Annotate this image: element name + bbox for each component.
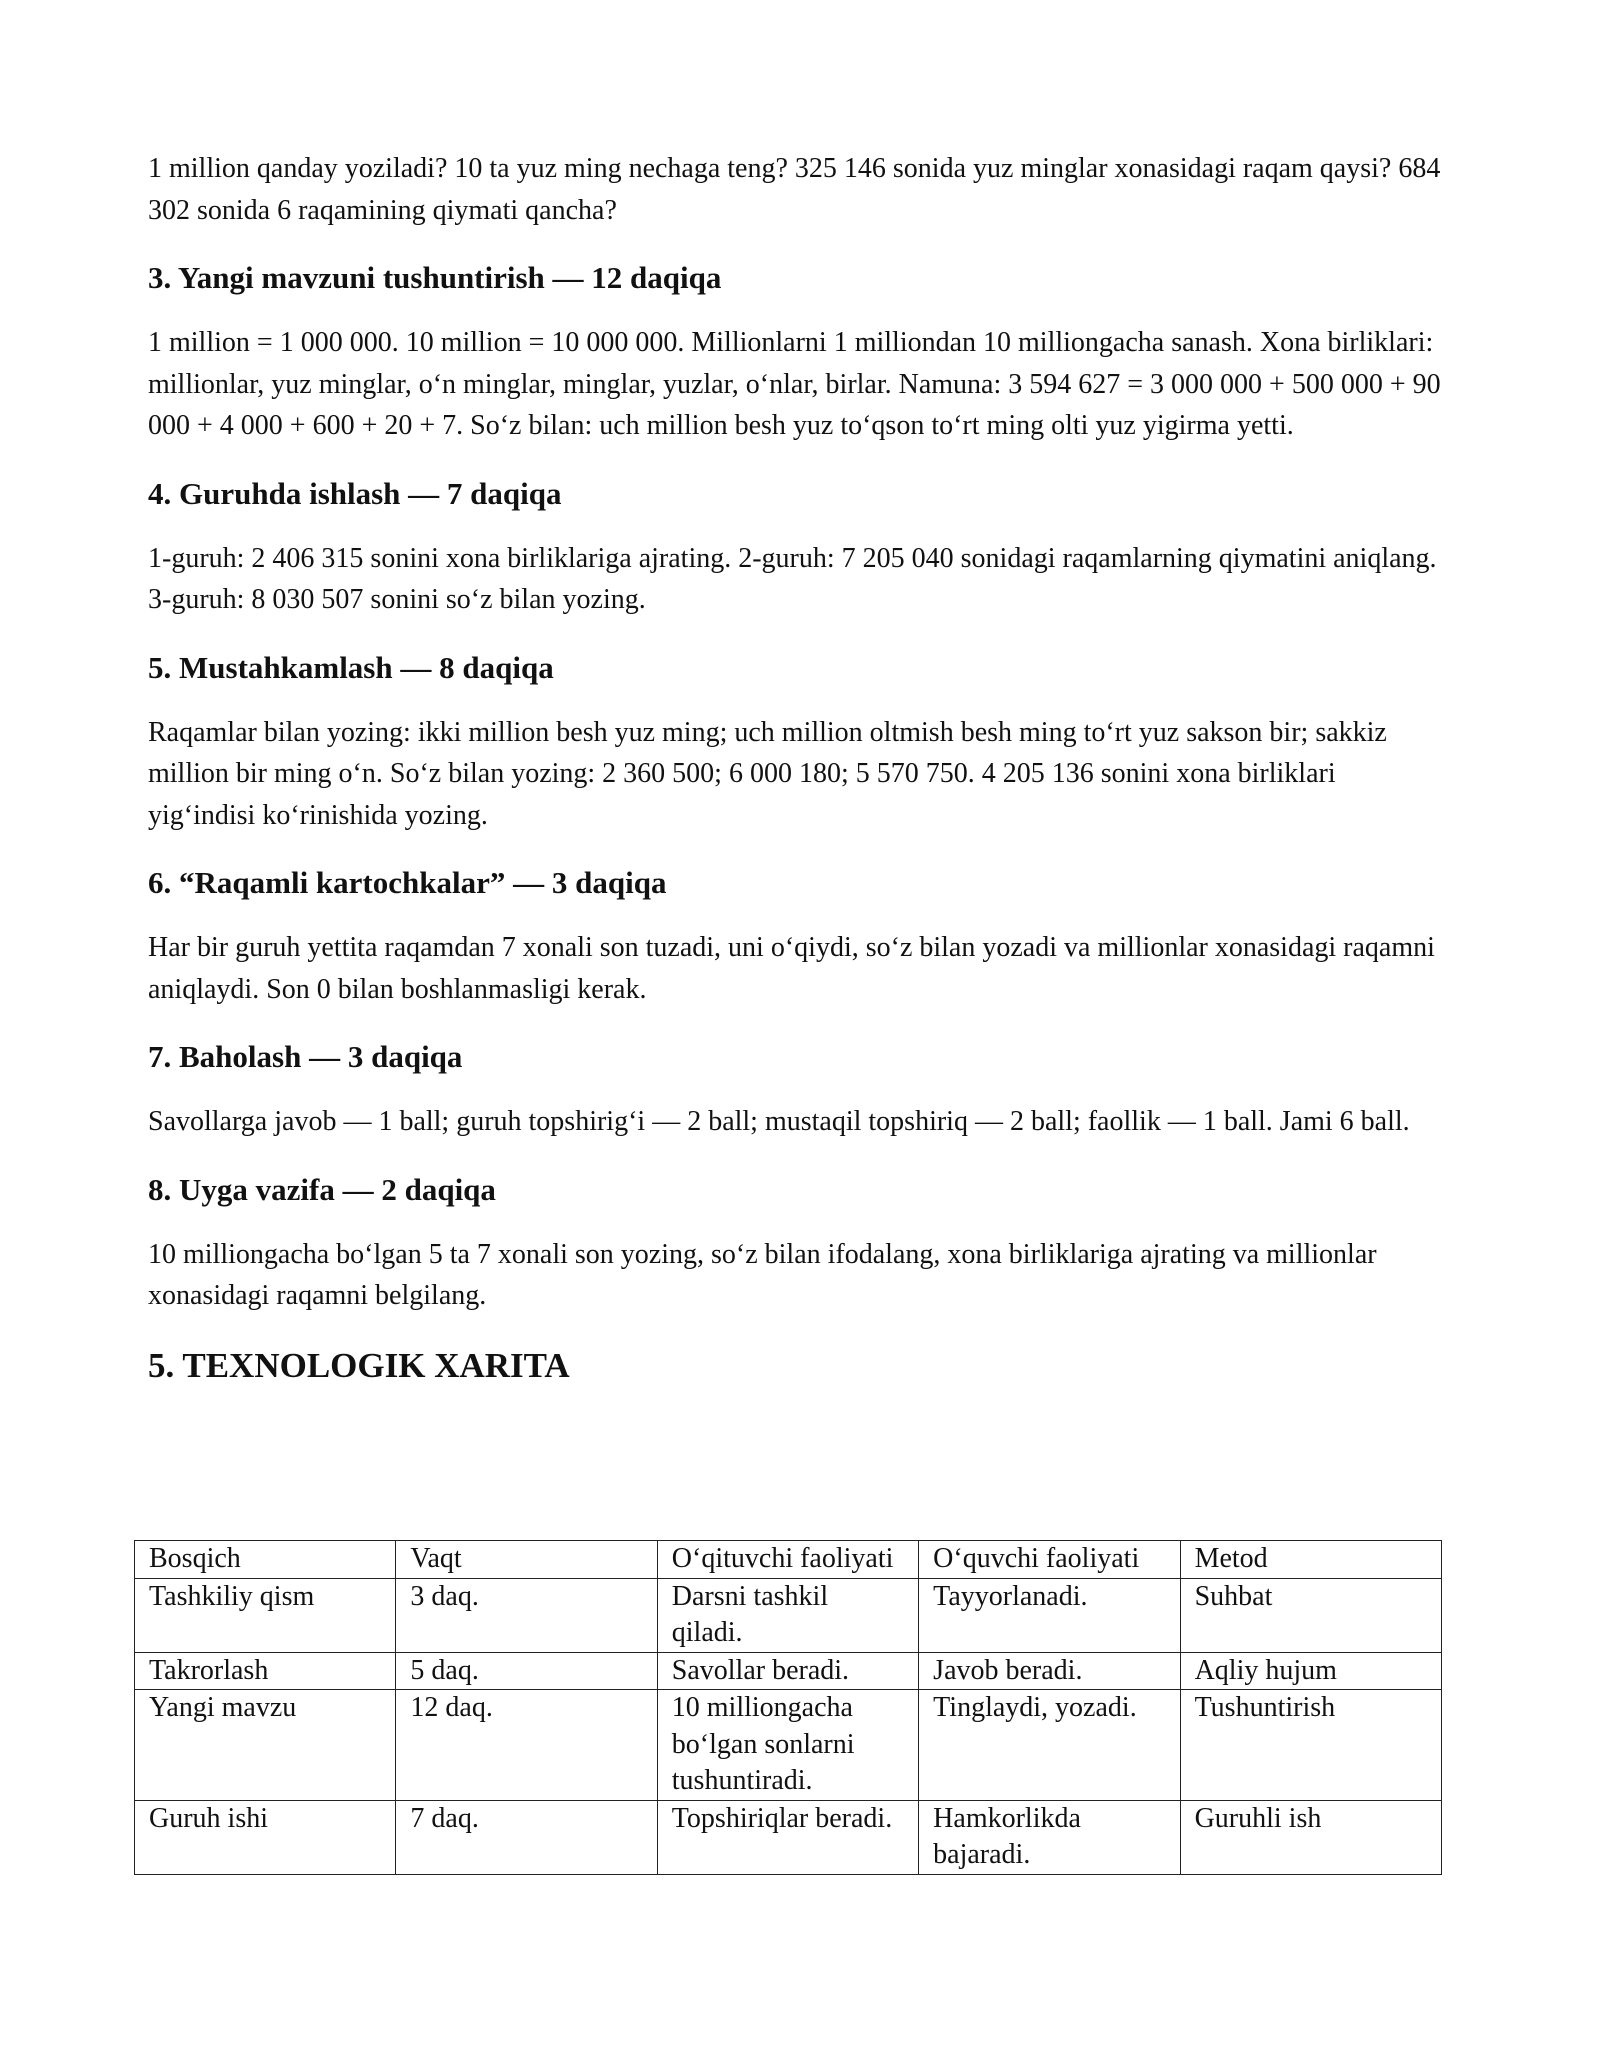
section-heading: 6. “Raqamli kartochkalar” — 3 daqiqa	[148, 865, 667, 900]
section-heading: 5. Mustahkamlash — 8 daqiqa	[148, 649, 554, 685]
table-cell: 7 daq.	[396, 1800, 657, 1874]
table-cell: Tinglaydi, yozadi.	[919, 1690, 1180, 1801]
table-row	[135, 1578, 1442, 1652]
section-text: Savollarga javob — 1 ball; guruh topshirig‘i — 2 ball; mustaqil topshiriq — 2 ball; faollik — 1 ball. Jami 6 ball.	[148, 1106, 1410, 1137]
table-cell: Hamkorlikda bajaradi.	[919, 1800, 1180, 1874]
table-row	[135, 1800, 1442, 1874]
table-cell: Guruhli ish	[1180, 1800, 1441, 1874]
table-header-cell: Metod	[1180, 1541, 1441, 1579]
table-cell: 3 daq.	[396, 1578, 657, 1652]
table-cell: Savollar beradi.	[657, 1652, 918, 1690]
section-text: 10 milliongacha bo‘lgan 5 ta 7 xonali son yozing, so‘z bilan ifodalang, xona birliklariga ajrating va millionlar xonasidagi raqamni belgilang.	[148, 1238, 1377, 1311]
table-header-row	[135, 1541, 1442, 1579]
intro-paragraph: 1 million qanday yoziladi? 10 ta yuz ming nechaga teng? 325 146 sonida yuz minglar xonasidagi raqam qaysi? 684 302 sonida 6 raqamining qiymati qancha?	[148, 153, 1441, 226]
tech-map-title: 5. TEXNOLOGIK XARITA	[148, 1345, 570, 1385]
section-heading: 8. Uyga vazifa — 2 daqiqa	[148, 1171, 496, 1207]
table-cell: Aqliy hujum	[1180, 1652, 1441, 1690]
table-cell: Tushuntirish	[1180, 1690, 1441, 1801]
table-header-cell: Vaqt	[396, 1541, 657, 1579]
table-cell: 5 daq.	[396, 1652, 657, 1690]
section-text: 1-guruh: 2 406 315 sonini xona birliklariga ajrating. 2-guruh: 7 205 040 sonidagi raqamlarning qiymatini aniqlang. 3-guruh: 8 030 507 sonini so‘z bilan yozing.	[148, 542, 1437, 615]
table-cell: 12 daq.	[396, 1690, 657, 1801]
table-cell: Javob beradi.	[919, 1652, 1180, 1690]
table-cell: Tayyorlanadi.	[919, 1578, 1180, 1652]
section-text: Har bir guruh yettita raqamdan 7 xonali son tuzadi, uni o‘qiydi, so‘z bilan yozadi va millionlar xonasidagi raqamni aniqlaydi. Son 0 bilan boshlanmasligi kerak.	[148, 932, 1435, 1005]
table-cell: Suhbat	[1180, 1578, 1441, 1652]
table-cell: Yangi mavzu	[135, 1690, 396, 1801]
section-heading: 7. Baholash — 3 daqiqa	[148, 1039, 463, 1074]
table-row	[135, 1690, 1442, 1801]
table-header-cell: Bosqich	[135, 1541, 396, 1579]
table-cell: Takrorlash	[135, 1652, 396, 1690]
table-header-cell: O‘quvchi faoliyati	[919, 1541, 1180, 1579]
section-heading: 3. Yangi mavzuni tushuntirish — 12 daqiqa	[148, 260, 722, 295]
table-cell: Topshiriqlar beradi.	[657, 1800, 918, 1874]
section-heading: 4. Guruhda ishlash — 7 daqiqa	[148, 475, 562, 511]
table-cell: Tashkiliy qism	[135, 1578, 396, 1652]
table-cell: Guruh ishi	[135, 1800, 396, 1874]
table-header-cell: O‘qituvchi faoliyati	[657, 1541, 918, 1579]
document-page	[148, 148, 1448, 1388]
section-text: 1 million = 1 000 000. 10 million = 10 000 000. Millionlarni 1 milliondan 10 milliongacha sanash. Xona birliklari: millionlar, yuz minglar, o‘n minglar, minglar, yuzlar, o‘nlar, birlar. Namuna: 3 594 627 = 3 000 000 + 500 000 + 90 000 + 4 000 + 600 + 20 + 7. So‘z bilan: uch million besh yuz to‘qson to‘rt ming olti yuz yigirma yetti.	[148, 327, 1441, 441]
table-row	[135, 1652, 1442, 1690]
table-cell: Darsni tashkil qiladi.	[657, 1578, 918, 1652]
tech-map-table	[134, 1540, 1442, 1875]
table-cell: 10 milliongacha bo‘lgan sonlarni tushuntiradi.	[657, 1690, 918, 1801]
section-text: Raqamlar bilan yozing: ikki million besh yuz ming; uch million oltmish besh ming to‘rt yuz sakson bir; sakkiz million bir ming o‘n. So‘z bilan yozing: 2 360 500; 6 000 180; 5 570 750. 4 205 136 sonini xona birliklari yig‘indisi ko‘rinishida yozing.	[148, 716, 1387, 831]
